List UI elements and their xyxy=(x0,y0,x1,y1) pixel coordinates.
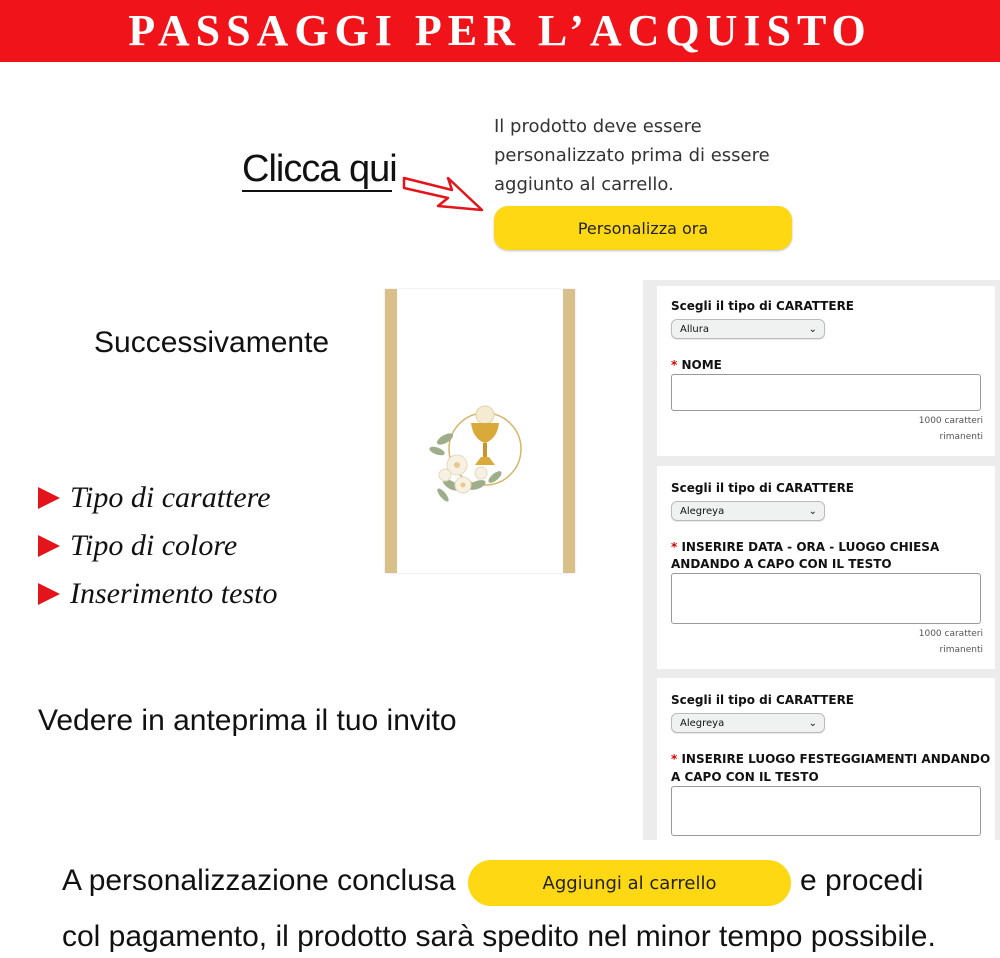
counter-line: rimanenti xyxy=(939,432,983,442)
bullet-label: Inserimento testo xyxy=(70,577,278,610)
final-text-after: e procedi xyxy=(800,864,924,897)
customization-block xyxy=(657,466,995,669)
invitation-card-preview xyxy=(385,289,575,573)
font-select-value: Alegreya xyxy=(680,506,725,517)
chars-remaining xyxy=(919,413,983,445)
font-select-label: Scegli il tipo di CARATTERE xyxy=(671,481,855,495)
red-triangle-icon xyxy=(38,535,60,557)
font-select[interactable] xyxy=(671,501,825,521)
list-item xyxy=(38,474,277,522)
chevron-down-icon: ⌄ xyxy=(808,324,817,335)
personalizza-ora-button[interactable]: Personalizza ora xyxy=(494,206,792,250)
clicca-qui-label: Clicca qui xyxy=(242,148,397,190)
field-label-text: NOME xyxy=(681,358,722,372)
luogo-festeggiamenti-textarea[interactable] xyxy=(671,786,981,836)
field-label xyxy=(671,358,722,372)
page-title-banner: PASSAGGI PER L’ACQUISTO xyxy=(0,0,1000,62)
counter-line: rimanenti xyxy=(939,645,983,655)
chevron-down-icon: ⌄ xyxy=(808,718,817,729)
field-label-line2: ANDANDO A CAPO CON IL TESTO xyxy=(671,557,892,571)
successivamente-heading: Successivamente xyxy=(94,326,330,359)
customization-block xyxy=(657,678,995,840)
nome-textarea[interactable] xyxy=(671,374,981,411)
aggiungi-al-carrello-button[interactable]: Aggiungi al carrello xyxy=(468,860,791,906)
font-select[interactable] xyxy=(671,319,825,339)
required-mark: * xyxy=(671,752,678,766)
data-ora-chiesa-textarea[interactable] xyxy=(671,573,981,624)
chalice-wreath-illustration xyxy=(385,289,575,573)
clicca-underline xyxy=(242,190,392,192)
font-select[interactable] xyxy=(671,713,825,733)
final-text-line2: col pagamento, il prodotto sarà spedito nel minor tempo possibile. xyxy=(62,920,936,953)
final-text-before: A personalizzazione conclusa xyxy=(62,864,456,897)
preview-invite-label: Vedere in anteprima il tuo invito xyxy=(38,704,457,737)
red-triangle-icon xyxy=(38,583,60,605)
customization-block xyxy=(657,286,995,456)
font-select-label: Scegli il tipo di CARATTERE xyxy=(671,299,855,313)
field-label-text: INSERIRE DATA - ORA - LUOGO CHIESA xyxy=(681,540,940,554)
counter-line: 1000 caratteri xyxy=(918,629,983,639)
steps-list xyxy=(38,474,277,618)
field-label xyxy=(671,540,939,554)
bullet-label: Tipo di colore xyxy=(70,529,238,562)
bullet-label: Tipo di carattere xyxy=(70,481,271,514)
required-mark: * xyxy=(671,358,678,372)
field-label xyxy=(671,752,990,766)
font-select-value: Alegreya xyxy=(680,718,725,729)
font-select-label: Scegli il tipo di CARATTERE xyxy=(671,693,855,707)
counter-line: 1000 caratteri xyxy=(918,416,983,426)
notice-line: personalizzato prima di essere xyxy=(494,145,770,166)
red-triangle-icon xyxy=(38,487,60,509)
field-label-text: INSERIRE LUOGO FESTEGGIAMENTI ANDANDO xyxy=(681,752,991,766)
list-item xyxy=(38,570,277,618)
chars-remaining xyxy=(919,626,983,658)
notice-line: Il prodotto deve essere xyxy=(494,116,702,137)
required-mark: * xyxy=(671,540,678,554)
field-label-line2: A CAPO CON IL TESTO xyxy=(671,770,819,784)
font-select-value: Allura xyxy=(680,324,709,335)
red-outline-arrow-icon xyxy=(400,168,486,220)
personalization-notice xyxy=(494,112,794,199)
notice-line: aggiunto al carrello. xyxy=(494,174,674,195)
chevron-down-icon: ⌄ xyxy=(808,506,817,517)
list-item xyxy=(38,522,277,570)
